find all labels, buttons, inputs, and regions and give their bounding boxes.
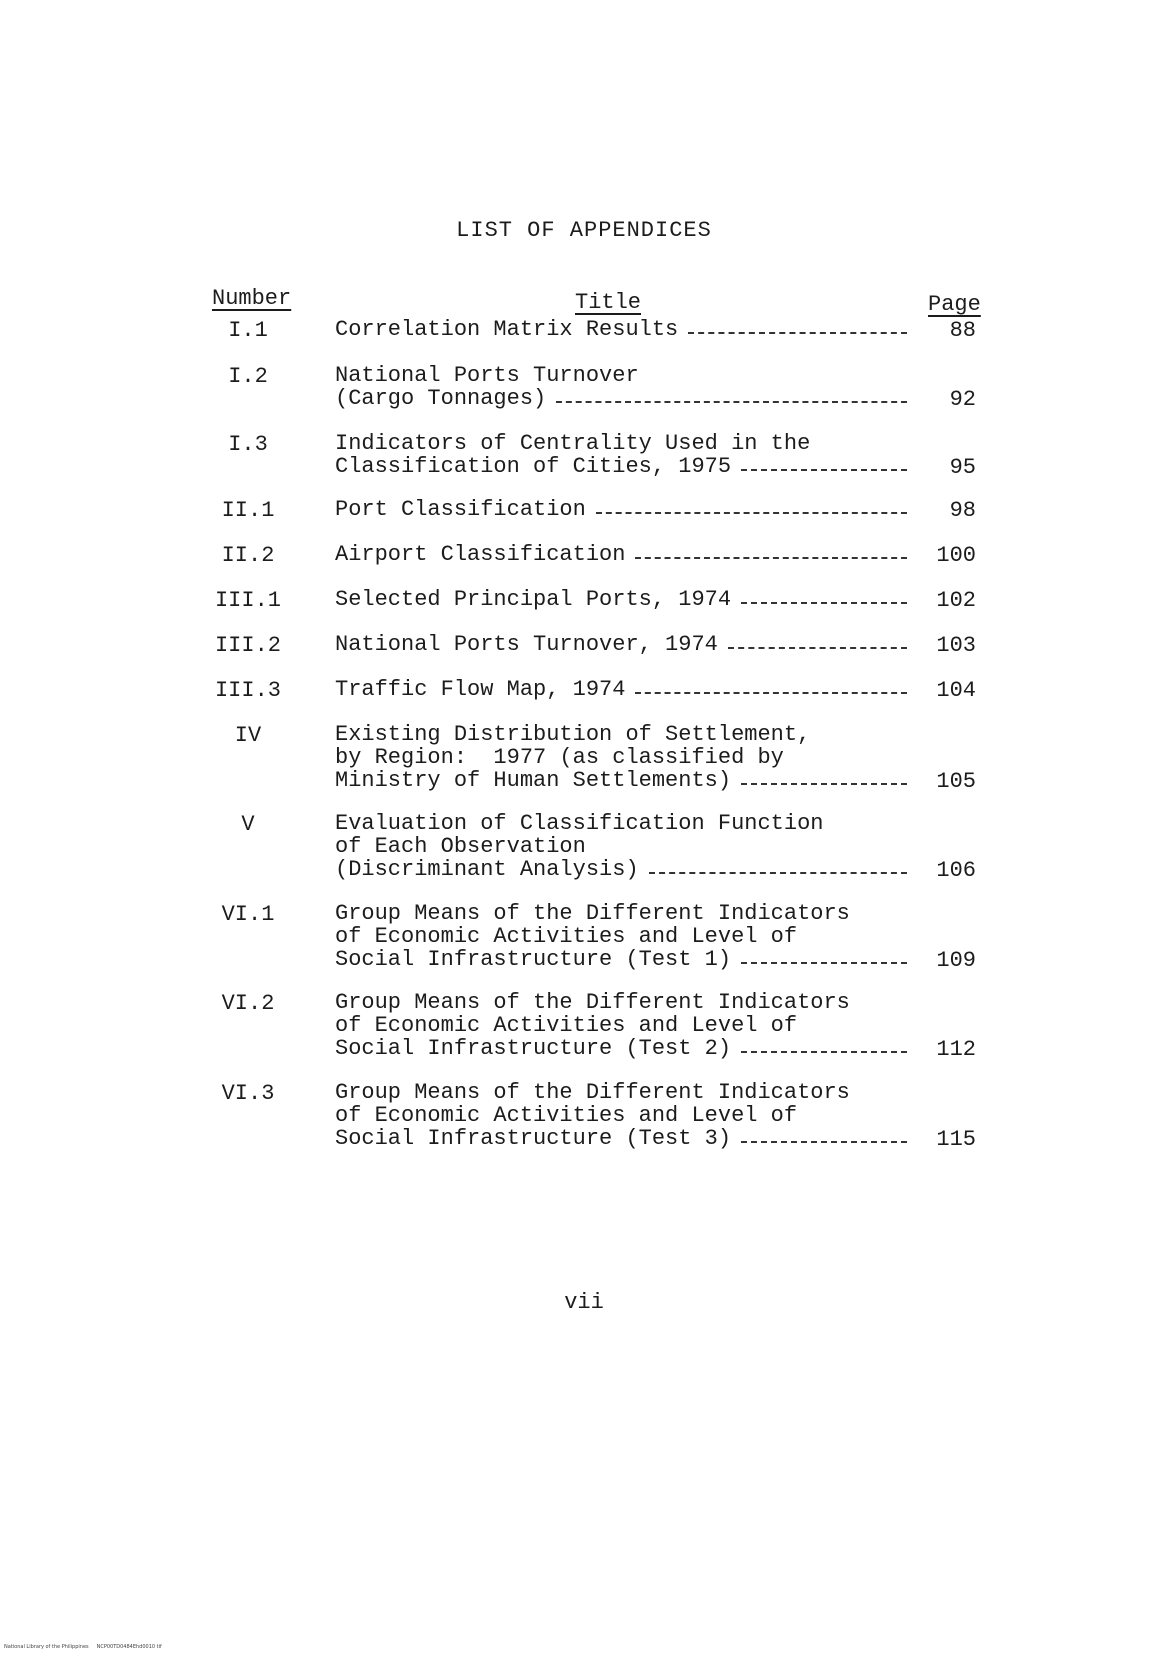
appendix-title-text: Traffic Flow Map, 1974 [335, 677, 626, 702]
appendix-title-text: National Ports Turnover [335, 363, 639, 388]
appendix-title-line [335, 1127, 913, 1150]
appendix-number: I.2 [228, 364, 268, 389]
appendix-title-line [335, 723, 913, 746]
appendix-title-text: Group Means of the Different Indicators [335, 990, 850, 1015]
dot-leader [741, 469, 907, 471]
appendix-title-text: Group Means of the Different Indicators [335, 1080, 850, 1105]
appendix-title-text: Correlation Matrix Results [335, 317, 679, 342]
appendix-title-line [335, 1014, 913, 1037]
appendix-title-line [335, 925, 913, 948]
appendix-title-line [335, 812, 913, 835]
appendix-number: III.3 [214, 678, 281, 703]
appendix-title-text: of Economic Activities and Level of [335, 1103, 798, 1128]
appendix-number: II.2 [221, 543, 275, 568]
appendix-page: 115 [936, 1127, 976, 1152]
appendix-title-text: Ministry of Human Settlements) [335, 768, 732, 793]
appendix-title-text: Indicators of Centrality Used in the [335, 431, 811, 456]
appendix-title-text: of Economic Activities and Level of [335, 924, 798, 949]
appendix-title-line [335, 948, 913, 971]
dot-leader [556, 401, 907, 403]
appendix-page: 105 [936, 769, 976, 794]
appendix-title-text: Social Infrastructure (Test 2) [335, 1036, 732, 1061]
dot-leader [635, 692, 907, 694]
appendix-title-line [335, 364, 913, 387]
appendix-page: 92 [949, 387, 976, 412]
column-header-page: Page [928, 292, 981, 317]
appendix-title-line [335, 543, 913, 566]
appendix-title-line [335, 902, 913, 925]
appendix-title-text: of Economic Activities and Level of [335, 1013, 798, 1038]
appendix-title-text: Classification of Cities, 1975 [335, 454, 732, 479]
appendix-title-text: Evaluation of Classification Function [335, 811, 824, 836]
appendix-page: 104 [936, 678, 976, 703]
appendix-title [335, 678, 913, 701]
appendix-title-line [335, 991, 913, 1014]
appendix-number: III.2 [214, 633, 281, 658]
appendix-number: V [241, 812, 255, 837]
appendix-title [335, 588, 913, 611]
appendix-number: I.1 [228, 318, 268, 343]
dot-leader [635, 557, 907, 559]
appendix-title-line [335, 746, 913, 769]
appendix-title-line [335, 498, 913, 521]
appendix-number: VI.1 [221, 902, 275, 927]
appendix-title [335, 1081, 913, 1150]
appendix-title-line [335, 835, 913, 858]
dot-leader [741, 1141, 907, 1143]
appendix-number: III.1 [214, 588, 281, 613]
page-number: vii [564, 1290, 604, 1315]
appendix-title-line [335, 1037, 913, 1060]
appendix-page: 100 [936, 543, 976, 568]
appendix-title-text: (Cargo Tonnages) [335, 386, 547, 411]
appendix-page: 106 [936, 858, 976, 883]
appendix-title-line [335, 678, 913, 701]
appendix-page: 109 [936, 948, 976, 973]
dot-leader [741, 602, 907, 604]
appendix-title-text: (Discriminant Analysis) [335, 857, 639, 882]
column-header-number: Number [212, 286, 292, 311]
appendix-title [335, 543, 913, 566]
appendix-title [335, 318, 913, 341]
appendix-title [335, 812, 913, 881]
appendix-title-text: National Ports Turnover, 1974 [335, 632, 718, 657]
appendix-title-text: Selected Principal Ports, 1974 [335, 587, 732, 612]
appendix-title [335, 723, 913, 792]
appendix-page: 95 [949, 455, 976, 480]
appendix-page: 88 [949, 318, 976, 343]
appendix-number: I.3 [228, 432, 268, 457]
dot-leader [741, 783, 907, 785]
appendix-title [335, 498, 913, 521]
appendix-number: IV [234, 723, 262, 748]
appendix-title-text: Airport Classification [335, 542, 626, 567]
appendix-title-line [335, 318, 913, 341]
appendix-title-text: Social Infrastructure (Test 1) [335, 947, 732, 972]
appendix-page: 103 [936, 633, 976, 658]
appendix-title-text: Group Means of the Different Indicators [335, 901, 850, 926]
appendix-page: 102 [936, 588, 976, 613]
appendix-title [335, 633, 913, 656]
appendix-title-line [335, 858, 913, 881]
appendix-title [335, 991, 913, 1060]
appendix-title-line [335, 387, 913, 410]
appendix-title-line [335, 432, 913, 455]
appendix-title [335, 432, 913, 478]
appendix-title-line [335, 455, 913, 478]
appendix-title-text: Port Classification [335, 497, 586, 522]
appendix-title-line [335, 769, 913, 792]
appendix-page: 98 [949, 498, 976, 523]
appendix-number: VI.3 [221, 1081, 275, 1106]
page-title: LIST OF APPENDICES [456, 218, 712, 243]
dot-leader [728, 647, 907, 649]
dot-leader [741, 962, 907, 964]
appendix-title-line [335, 1081, 913, 1104]
appendix-title-text: by Region: 1977 (as classified by [335, 745, 784, 770]
appendix-page: 112 [936, 1037, 976, 1062]
appendix-number: VI.2 [221, 991, 275, 1016]
appendix-title-text: of Each Observation [335, 834, 586, 859]
dot-leader [741, 1051, 907, 1053]
appendix-title-line [335, 633, 913, 656]
appendix-title [335, 902, 913, 971]
appendix-title-text: Social Infrastructure (Test 3) [335, 1126, 732, 1151]
dot-leader [649, 872, 907, 874]
appendix-number: II.1 [221, 498, 275, 523]
scan-footer: National Library of the Philippines NCP00TD0484Ehd0010 tif [4, 1644, 162, 1650]
appendix-title [335, 364, 913, 410]
dot-leader [688, 332, 907, 334]
appendix-title-text: Existing Distribution of Settlement, [335, 722, 811, 747]
appendix-title-line [335, 588, 913, 611]
column-header-title: Title [575, 290, 642, 315]
dot-leader [596, 512, 907, 514]
appendix-title-line [335, 1104, 913, 1127]
